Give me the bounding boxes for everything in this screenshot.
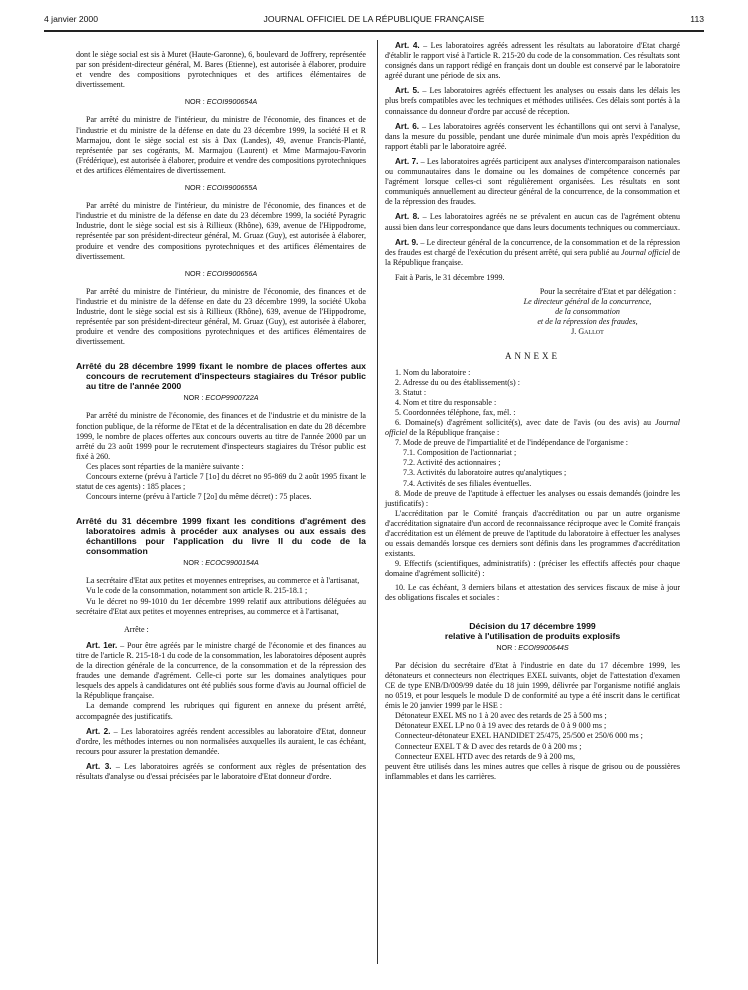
article-2: Art. 2. – Les laboratoires agréés rendent accessibles au laboratoire d'Etat, donneur d'ordre, les méthodes internes ou non normalisées auxquelles ils auraient, le cas échéant, recours pour assurer la prestation demandée.: [76, 726, 366, 756]
signature-title: Le directeur général de la concurrence,: [523, 297, 652, 307]
decision-title: relative à l'utilisation de produits explosifs: [444, 630, 621, 641]
article-label: Art. 7.: [395, 156, 419, 166]
article-label: Art. 1er.: [86, 640, 118, 650]
arrete-labo-title: Arrêté du 31 décembre 1999 fixant les conditions d'agrément des laboratoires admis à procéder aux analyses ou aux essais des échantillons pour l'application du livre II du code de la consommation: [76, 516, 366, 557]
decision-paragraph: Par arrêté du ministre de l'intérieur, du ministre de l'économie, des finances et de l'industrie et du ministre de la défense en date du 23 décembre 1999, la société Pyragric Industrie, dont le siège social est sis à Rillieux (Rhône), 639, avenue de l'Hippodrome, représentée par son président-directeur général, M. Gruaz (Guy), est autorisée à élaborer, produire et vendre des compositions pyrotechniques et des artifices élémentaires de divertissement.: [76, 201, 366, 261]
nor-code: ECOC9900154A: [205, 558, 259, 568]
article-1-extra: La demande comprend les rubriques qui figurent en annexe du présent arrêté, accompagnée des justificatifs.: [76, 701, 366, 721]
article-5: Art. 5. – Les laboratoires agréés effectuent les analyses ou essais dans les délais les plus brefs compatibles avec les techniques et méthodes utilisées. Ces délais sont portés à la connaissance du donneur d'ordre par accusé de réception.: [385, 86, 680, 116]
detonator-item: Détonateur EXEL MS no 1 à 20 avec des retards de 25 à 500 ms ;: [395, 711, 607, 721]
article-label: Art. 6.: [395, 121, 420, 131]
annexe-item: 2. Adresse du ou des établissement(s) :: [395, 377, 520, 387]
decision-title: Décision du 17 décembre 1999: [469, 620, 596, 631]
nor-line: NOR : ECOI9900654A: [184, 97, 258, 107]
nor-code: ECOP9900722A: [205, 393, 259, 403]
nor-code: ECOI9900655A: [206, 183, 258, 193]
annexe-item: 8. Mode de preuve de l'aptitude à effectuer les analyses ou essais demandés (joindre les justificatifs) :: [385, 488, 680, 508]
signature-title: et de la répression des fraudes,: [537, 317, 638, 327]
tresor-paragraph: Concours interne (prévu à l'article 7 [2o] du même décret) : 75 places.: [86, 492, 312, 502]
right-column: [385, 41, 680, 782]
accreditation-paragraph: L'accréditation par le Comité français d'accréditation ou par un autre organisme d'accréditation signataire d'un accord de reconnaissance réciproque avec le Comité français d'accréditation est un élément de preuve de l'aptitude du laboratoire à effectuer les analyses ou essais demandés lorsque ces derniers sont définis dans les programmes d'accréditation existants.: [385, 508, 680, 559]
annexe-item: 10. Le cas échéant, 3 derniers bilans et attestation des services fiscaux de mise à jour des obligations fiscales et sociales :: [385, 582, 680, 602]
article-4: Art. 4. – Les laboratoires agréés adressent les résultats au laboratoire d'Etat chargé d'établir le rapport visé à l'article R. 215-20 du code de la consommation. Ces résultats sont consignés dans un rapport rédigé en français dont un double est conservé par le laboratoire agréé durant une période de six ans.: [385, 41, 680, 81]
signature-line: Pour la secrétaire d'Etat et par délégation :: [539, 286, 676, 296]
fait-a-paris: Fait à Paris, le 31 décembre 1999.: [395, 272, 505, 282]
annexe-subitem: 7.2. Activité des actionnaires ;: [403, 458, 501, 468]
article-label: Art. 8.: [395, 212, 420, 222]
nor-line: NOR : ECOI9900644S: [496, 642, 569, 652]
article-3: Art. 3. – Les laboratoires agréés se conforment aux règles de présentation des résultats d'analyse ou d'essai précisées par le laboratoire d'Etat donneur d'ordre.: [76, 761, 366, 781]
page-header: [44, 14, 704, 28]
decision-conclusion: peuvent être utilisés dans les mines autres que celles à risque de grisou ou de poussières inflammables et dans les carrières.: [385, 761, 680, 781]
nor-line: NOR : ECOI9900655A: [184, 183, 258, 193]
nor-code: ECOI9900656A: [206, 268, 258, 278]
detonator-item: Connecteur EXEL HTD avec des retards de 9 à 200 ms,: [395, 751, 576, 761]
detonator-item: Détonateur EXEL LP no 0 à 19 avec des retards de 0 à 9 000 ms ;: [395, 721, 607, 731]
annexe-subitem: 7.3. Activités du laboratoire autres qu'analytiques ;: [403, 468, 567, 478]
annexe-item: 6. Domaine(s) d'agrément sollicité(s), avec date de l'avis (ou des avis) au Journal officiel de la République française :: [385, 418, 680, 438]
annexe-subitem: 7.1. Composition de l'actionnariat ;: [403, 448, 517, 458]
decision-intro: Par décision du secrétaire d'Etat à l'industrie en date du 17 décembre 1999, les détonateurs et connecteurs non électriques EXEL suivants, objet de l'attestation d'examen CE de type ENB/D/009/99 datée du 18 juin 1999, délivrée par l'organisme notifié anglais no 0519, et pour lesquels le module D de conformité au type a été inscrit dans le certificat émis le 20 janvier 1999 par le HSE :: [385, 660, 680, 711]
annexe-item: 7. Mode de preuve de l'impartialité et de l'indépendance de l'organisme :: [395, 438, 629, 448]
tresor-paragraph: Ces places sont réparties de la manière suivante :: [86, 461, 244, 471]
arrete-tresor-title: Arrêté du 28 décembre 1999 fixant le nombre de places offertes aux concours de recrutement d'inspecteurs stagiaires du Trésor public au titre de l'année 2000: [76, 361, 366, 392]
tresor-paragraph: Par arrêté du ministre de l'économie, des finances et de l'industrie et du ministre de la fonction publique, de la réforme de l'Etat et de la décentralisation en date du 28 décembre 1999, le nombre de places offertes aux concours ouverts au titre de l'année 2000 par un arrêté du 23 août 1999 pour le recrutement d'inspecteurs stagiaires du Trésor public est fixé à 260.: [76, 411, 366, 461]
detonator-item: Connecteur-détonateur EXEL HANDIDET 25/475, 25/500 et 250/6 000 ms ;: [395, 731, 643, 741]
header-rule: [44, 30, 704, 32]
nor-code: ECOI9900654A: [206, 97, 258, 107]
left-column: [76, 50, 366, 782]
preamble-paragraph: Vu le code de la consommation, notamment son article R. 215-18.1 ;: [86, 586, 308, 596]
issue-date: 4 janvier 2000: [44, 14, 98, 24]
annexe-item: 9. Effectifs (scientifiques, administratifs) : (préciser les effectifs affectés pour chaque domaine d'agrément sollicité) :: [385, 559, 680, 579]
detonator-item: Connecteur EXEL T & D avec des retards de 0 à 200 ms ;: [395, 741, 582, 751]
journal-title: JOURNAL OFFICIEL DE LA RÉPUBLIQUE FRANÇAISE: [263, 14, 485, 24]
article-1: Art. 1er. – Pour être agréés par le ministre chargé de l'économie et des finances au titre de l'article R. 215-18-1 du code de la consommation, les laboratoires déposent auprès de la direction générale de la concurrence, de la consommation et de la répression des fraudes une demande d'agrément. Celle-ci porte sur les domaines analytiques pour lesquels des appels à candidatures ont été publiés sous forme d'avis au Journal officiel de la République française.: [76, 640, 366, 701]
decision-paragraph: Par arrêté du ministre de l'intérieur, du ministre de l'économie, des finances et de l'industrie et du ministre de la défense en date du 23 décembre 1999, la société Ukoba Industrie, dont le siège social est sis à Rillieux (Rhône), 639, avenue de l'Hippodrome, représentée par son président-directeur général, M. Gruaz (Guy), est autorisée à élaborer, produire et vendre des compositions pyrotechniques et des artifices élémentaires de divertissement.: [76, 286, 366, 347]
nor-line: NOR : ECOI9900656A: [184, 268, 258, 278]
article-label: Art. 2.: [86, 726, 111, 736]
nor-line: NOR : ECOP9900722A: [183, 393, 259, 403]
column-divider: [377, 40, 378, 964]
annexe-title: ANNEXE: [505, 351, 560, 362]
annexe-item: 1. Nom du laboratoire :: [395, 367, 471, 377]
annexe-item: 3. Statut :: [395, 387, 427, 397]
signature-title: de la consommation: [555, 307, 620, 317]
article-7: Art. 7. – Les laboratoires agréés participent aux analyses d'intercomparaison nationales ou communautaires dans le domaine ou les domaines de compétence concernés par l'agrément lorsque celles-ci sont régulièrement organisées. Les résultats en sont communiqués annuellement au directeur général de la concurrence, de la consommation et de la répression des fraudes.: [385, 156, 680, 207]
tresor-paragraph: Concours externe (prévu à l'article 7 [1o] du décret no 95-869 du 2 août 1995 fixant le statut de ces agents) : 185 places ;: [76, 472, 366, 492]
page-number: 113: [690, 14, 704, 24]
nor-line: NOR : ECOC9900154A: [183, 558, 259, 568]
nor-code: ECOI9900644S: [518, 642, 569, 652]
article-8: Art. 8. – Les laboratoires agréés ne se prévalent en aucun cas de l'agrément obtenu aussi bien dans leur correspondance que dans leurs documents techniques ou commerciaux.: [385, 212, 680, 232]
annexe-subitem: 7.4. Activités de ses filiales éventuelles.: [403, 478, 532, 488]
decision-paragraph: Par arrêté du ministre de l'intérieur, du ministre de l'économie, des finances et de l'industrie et du ministre de la défense en date du 23 décembre 1999, la société H et R Marmajou, dont le siège social est sis à Dax (Landes), 49, avenue Francis-Planté, représentée par ses cogérants, M. Marmajou (Laurent) et Mme Marmajou-Favorin (Frédérique), est autorisée à élaborer, produire et vendre des compositions pyrotechniques et des artifices élémentaires de divertissement.: [76, 115, 366, 175]
article-6: Art. 6. – Les laboratoires agréés conservent les échantillons qui ont servi à l'analyse, dans la mesure du possible, pendant une durée minimale d'un mois après l'expédition du rapport établi par le laboratoire agréé.: [385, 121, 680, 151]
preamble-paragraph: La secrétaire d'Etat aux petites et moyennes entreprises, au commerce et à l'artisanat,: [86, 576, 360, 586]
article-9: Art. 9. – Le directeur général de la concurrence, de la consommation et de la répression des fraudes est chargé de l'exécution du présent arrêté, qui sera publié au Journal officiel de la République française.: [385, 237, 681, 267]
annexe-item: 5. Coordonnées téléphone, fax, mél. :: [395, 407, 516, 417]
continued-paragraph: dont le siège social est sis à Muret (Haute-Garonne), 6, boulevard de Joffrery, représentée par son président-directeur général, M. Bares (Etienne), est autorisée à élaborer, produire et vendre des compositions pyrotechniques et des artifices élémentaires de divertissement.: [76, 50, 366, 90]
preamble-paragraph: Vu le décret no 99-1010 du 1er décembre 1999 relatif aux attributions déléguées au secrétaire d'Etat aux petites et moyennes entreprises, au commerce et à l'artisanat,: [76, 596, 366, 616]
arrete-label: Arrête :: [124, 624, 149, 634]
signatory-name: J. Gallot: [571, 327, 604, 337]
article-label: Art. 4.: [395, 41, 420, 50]
annexe-item: 4. Nom et titre du responsable :: [395, 397, 497, 407]
article-label: Art. 3.: [86, 761, 112, 771]
article-label: Art. 5.: [395, 86, 420, 96]
article-label: Art. 9.: [395, 237, 419, 247]
